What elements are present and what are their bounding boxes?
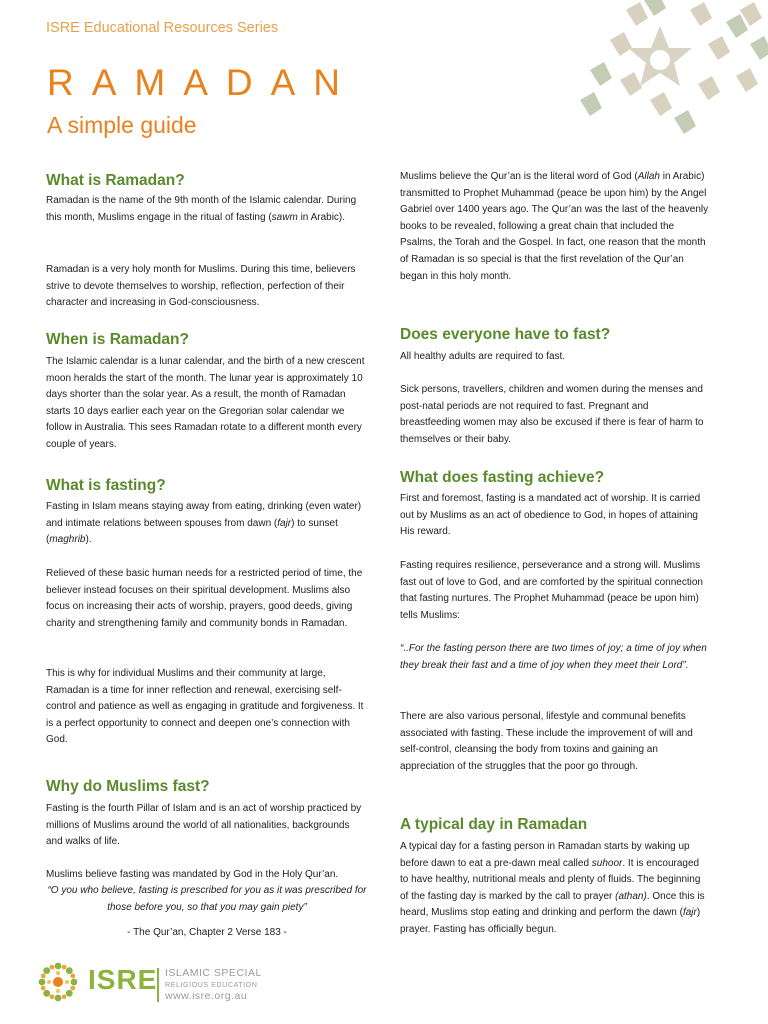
footer-url-link[interactable]: www.isre.org.au [165, 990, 248, 1002]
heading-does-everyone-fast: Does everyone have to fast? [400, 326, 611, 343]
heading-when-is-ramadan: When is Ramadan? [46, 331, 189, 348]
paragraph: A typical day for a fasting person in Ramadan starts by waking up before dawn to eat a pre-dawn meal called suhoor. It is encouraged to have healthy, nutritional meals and plenty of fluids. The beginning of the fasting day is marked by the call to prayer (athan). Once this is heard, Muslims stop eating and drinking and perform the dawn (fajr) prayer. Fasting has officially begun. [400, 841, 705, 935]
paragraph: Muslims believe the Qur’an is the literal word of God (Allah in Arabic) transmitted to Prophet Muhammad (peace be upon him) by the Angel Gabriel over 1400 years ago. The Qur’an was the last of the heavenly books to be revealed, following a great chain that included the Psalms, the Torah and the Gospel. In fact, one reason that the month of Ramadan is so special is that the first revelation of the Qur’an began in this holy month. [400, 171, 709, 282]
paragraph: Relieved of these basic human needs for a restricted period of time, the believer instead focuses on their spiritual development. Muslims also focus on increasing their acts of worship, prayers, good deeds, giving charity and strengthening family and community bonds in Ramadan. [46, 568, 363, 629]
heading-what-is-fasting: What is fasting? [46, 477, 166, 494]
heading-what-is-ramadan: What is Ramadan? [46, 172, 185, 189]
paragraph: Fasting requires resilience, perseverance and a strong will. Muslims fast out of love to God, and are comforted by the spiritual connection that fasting nurtures. The Prophet Muhammad (peace be upon him) tells Muslims: [400, 560, 703, 621]
page-title: RAMADAN [47, 62, 359, 103]
isre-logo [34, 958, 274, 1014]
hadith-quote: “..For the fasting person there are two times of joy; a time of joy when they break their fast and a time of joy when they meet their Lord”. [400, 643, 707, 671]
paragraph: Sick persons, travellers, children and women during the menses and post-natal periods are not required to fast. Pregnant and breastfeeding women may also be excused if there is fear of harm to themselves or their baby. [400, 384, 704, 445]
paragraph: The Islamic calendar is a lunar calendar, and the birth of a new crescent moon heralds the start of the month. The lunar year is approximately 10 days shorter than the solar year. As a result, the month of Ramadan starts 10 days earlier each year on the Gregorian solar calendar we follow in Australia. This sees Ramadan rotate to a different month every couple of years. [46, 356, 365, 450]
heading-why-do-muslims-fast: Why do Muslims fast? [46, 778, 210, 795]
logo-tagline-line2: RELIGIOUS EDUCATION [165, 980, 258, 989]
quran-quote: “O you who believe, fasting is prescribed for you as it was prescribed for those before you, so that you may gain piety” [47, 885, 367, 913]
paragraph: Fasting in Islam means staying away from eating, drinking (even water) and intimate relations between spouses from dawn (fajr) to sunset (maghrib). [46, 501, 362, 546]
paragraph: Ramadan is the name of the 9th month of the Islamic calendar. During this month, Muslims engage in the ritual of fasting (sawm in Arabic). [46, 195, 357, 223]
logo-tagline-line1: ISLAMIC SPECIAL [165, 967, 262, 979]
paragraph: There are also various personal, lifestyle and communal benefits associated with fasting. These include the improvement of will and self-control, cleansing the body from toxins and gaining an appreciation of the struggles that the poor go through. [400, 711, 693, 772]
paragraph: Ramadan is a very holy month for Muslims. During this time, believers strive to devote themselves to worship, reflection, perfection of their character and increasing in God-consciousness. [46, 264, 356, 309]
paragraph: This is why for individual Muslims and their community at large, Ramadan is a time for inner reflection and renewal, exercising self-control and patience as well as engaging in gratitude and forgiveness. It is a perfect opportunity to connect and deepen one’s connection with God. [46, 668, 364, 746]
series-label: ISRE Educational Resources Series [46, 20, 279, 36]
quote-source: - The Qur’an, Chapter 2 Verse 183 - [127, 927, 287, 938]
paragraph: Muslims believe fasting was mandated by God in the Holy Qur’an. [46, 869, 339, 880]
paragraph: Fasting is the fourth Pillar of Islam and is an act of worship practiced by millions of Muslims around the world of all nationalities, backgrounds and walks of life. [46, 803, 362, 848]
heading-typical-day: A typical day in Ramadan [400, 816, 588, 833]
islamic-star-pattern [540, 0, 768, 140]
logo-wordmark: ISRE [88, 964, 158, 995]
paragraph: First and foremost, fasting is a mandated act of worship. It is carried out by Muslims as an act of obedience to God, in hopes of attaining His reward. [400, 493, 701, 538]
isre-logo-mark-icon [34, 958, 82, 1006]
page-subtitle: A simple guide [47, 112, 197, 138]
logo-divider [157, 968, 159, 1002]
paragraph: All healthy adults are required to fast. [400, 351, 566, 362]
heading-what-does-fasting-achieve: What does fasting achieve? [400, 469, 605, 486]
